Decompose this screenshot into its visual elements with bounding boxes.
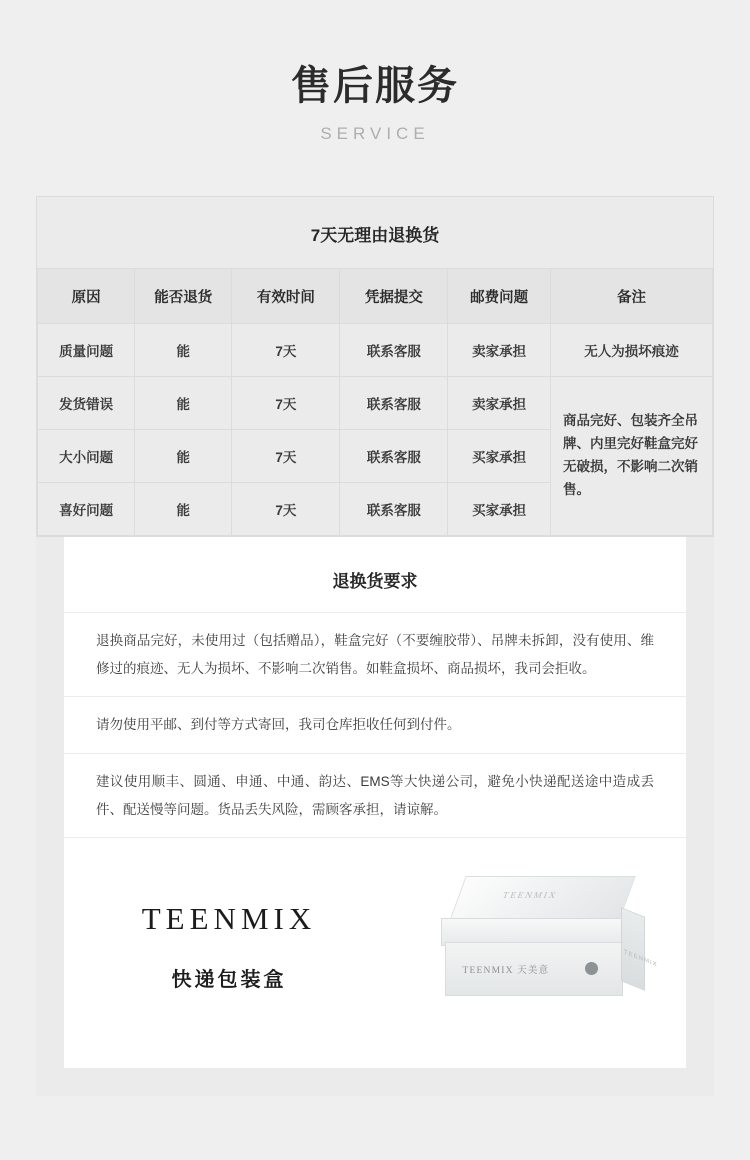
- requirement-item: 建议使用顺丰、圆通、申通、中通、韵达、EMS等大快递公司，避免小快递配送途中造成丢件、配送慢等问题。货品丢失风险，需顾客承担，请谅解。: [64, 753, 686, 837]
- requirement-item: 退换商品完好，未使用过（包括赠品），鞋盒完好（不要缠胶带）、吊牌未拆卸，没有使用、维修过的痕迹、无人为损坏、不影响二次销售。如鞋盒损坏、商品损坏，我司会拒收。: [64, 612, 686, 696]
- cell-fee: 卖家承担: [448, 324, 551, 377]
- box-lid-text: TEENMIX: [500, 890, 559, 901]
- cell-remark-merged: 商品完好、包装齐全吊牌、内里完好鞋盒完好无破损，不影响二次销售。: [550, 377, 712, 536]
- cell-valid-time: 7天: [232, 377, 340, 430]
- table-row: [38, 377, 713, 430]
- column-header-returnable: 能否退货: [135, 269, 232, 324]
- brand-name: TEENMIX: [141, 900, 317, 936]
- brand-image-group: [394, 876, 686, 1016]
- cell-proof: 联系客服: [340, 324, 448, 377]
- requirements-wrapper: [36, 537, 714, 1096]
- requirements-title: 退换货要求: [332, 572, 418, 591]
- cell-fee: 卖家承担: [448, 377, 551, 430]
- cell-valid-time: 7天: [232, 483, 340, 536]
- cell-fee: 买家承担: [448, 483, 551, 536]
- cell-fee: 买家承担: [448, 430, 551, 483]
- cell-reason: 发货错误: [38, 377, 135, 430]
- table-caption: 7天无理由退换货: [310, 226, 440, 245]
- column-header-proof: 凭据提交: [340, 269, 448, 324]
- box-side-text: TEENMIX: [623, 949, 658, 970]
- column-header-valid-time: 有效时间: [232, 269, 340, 324]
- page-header: [0, 0, 750, 144]
- box-body-text: TEENMIX 天美意: [462, 966, 550, 977]
- cell-remark: 无人为损坏痕迹: [550, 324, 712, 377]
- cell-valid-time: 7天: [232, 324, 340, 377]
- brand-text-group: [64, 901, 394, 992]
- cell-valid-time: 7天: [232, 430, 340, 483]
- cell-reason: 大小问题: [38, 430, 135, 483]
- column-header-remark: 备注: [550, 269, 712, 324]
- brand-block: [64, 837, 686, 1068]
- cell-reason: 喜好问题: [38, 483, 135, 536]
- column-header-fee: 邮费问题: [448, 269, 551, 324]
- shoe-box-image: [433, 876, 658, 1016]
- brand-description: 快递包装盒: [171, 968, 287, 991]
- page-title: 售后服务: [291, 64, 459, 108]
- policy-table: [37, 268, 713, 536]
- bottom-spacer: [0, 1096, 750, 1138]
- requirement-item: 请勿使用平邮、到付等方式寄回，我司仓库拒收任何到付件。: [64, 696, 686, 753]
- table-header-row: [38, 269, 713, 324]
- cell-returnable: 能: [135, 324, 232, 377]
- cell-returnable: 能: [135, 377, 232, 430]
- cell-proof: 联系客服: [340, 430, 448, 483]
- cell-returnable: 能: [135, 430, 232, 483]
- cell-proof: 联系客服: [340, 377, 448, 430]
- box-hole-icon: [585, 962, 598, 975]
- cell-reason: 质量问题: [38, 324, 135, 377]
- requirements-card: [64, 537, 686, 1068]
- cell-returnable: 能: [135, 483, 232, 536]
- table-row: [38, 324, 713, 377]
- page-subtitle: SERVICE: [320, 124, 430, 143]
- cell-proof: 联系客服: [340, 483, 448, 536]
- column-header-reason: 原因: [38, 269, 135, 324]
- box-lid-top: [448, 876, 635, 924]
- policy-table-card: [36, 196, 714, 537]
